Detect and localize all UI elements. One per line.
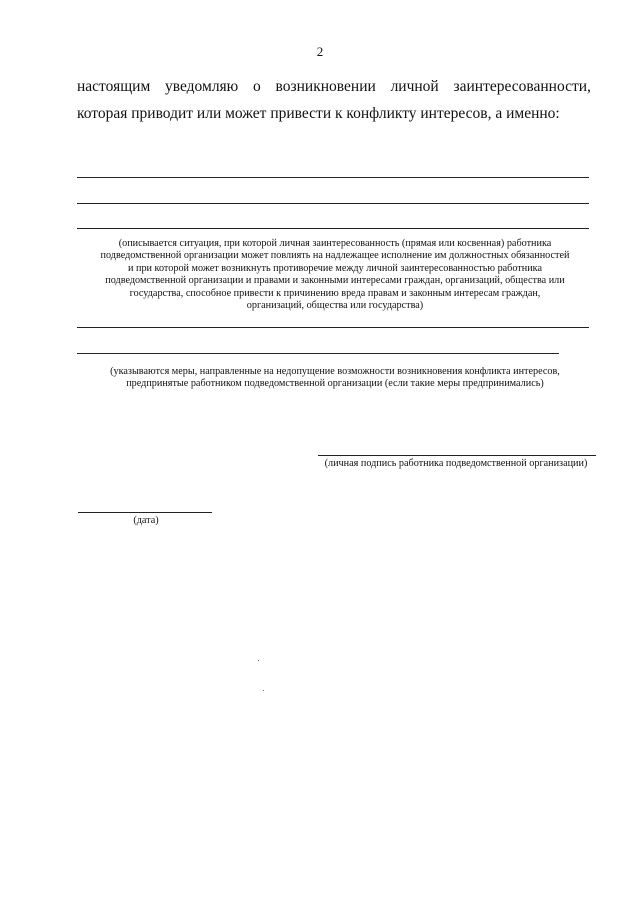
measures-fill-line-2: [77, 353, 559, 354]
page-number: 2: [316, 44, 324, 59]
situation-caption-line: и при которой может возникнуть противоречие между личной заинтересованностью работника: [128, 262, 542, 274]
date-caption: (дата): [133, 515, 159, 526]
situation-caption: [75, 238, 595, 312]
scan-speck: [263, 690, 264, 691]
notification-word: личной: [390, 78, 439, 95]
notification-word: настоящим: [77, 78, 151, 95]
notification-word: о: [253, 78, 261, 95]
signature-caption: (личная подпись работника подведомственной организации): [324, 458, 588, 469]
situation-caption-line: (описывается ситуация, при которой личная заинтересованность (прямая или косвенная) работника: [118, 238, 552, 249]
measures-caption-line: предпринятые работником подведомственной организации (если такие меры предпринимались): [126, 378, 544, 390]
situation-caption-line: государства, способное привести к причинению вреда правам и законным интересам граждан,: [129, 287, 541, 299]
scan-speck: [258, 660, 259, 661]
signature-line: [318, 455, 596, 456]
situation-caption-line: подведомственной организации может повлиять на надлежащее исполнение им должностных обязанностей: [100, 250, 570, 262]
measures-caption: [75, 366, 595, 391]
situation-fill-line-2: [77, 203, 589, 204]
situation-fill-line-3: [77, 228, 589, 229]
measures-fill-line-1: [77, 327, 589, 328]
notification-word: заинтересованности,: [453, 78, 591, 95]
measures-caption-line: (указываются меры, направленные на недопущение возможности возникновения конфликта интересов,: [110, 366, 560, 377]
notification-text-line-2: которая приводит или может привести к конфликту интересов, а именно:: [77, 105, 560, 122]
date-line: [78, 512, 212, 513]
notification-text-line-1: [77, 77, 591, 97]
situation-fill-line-1: [77, 177, 589, 178]
situation-caption-line: организаций, общества или государства): [246, 300, 424, 312]
notification-word: уведомляю: [165, 78, 239, 95]
notification-word: возникновении: [275, 78, 376, 95]
situation-caption-line: подведомственной организации и правами и законными интересами граждан, организаций, общества или: [105, 275, 565, 287]
